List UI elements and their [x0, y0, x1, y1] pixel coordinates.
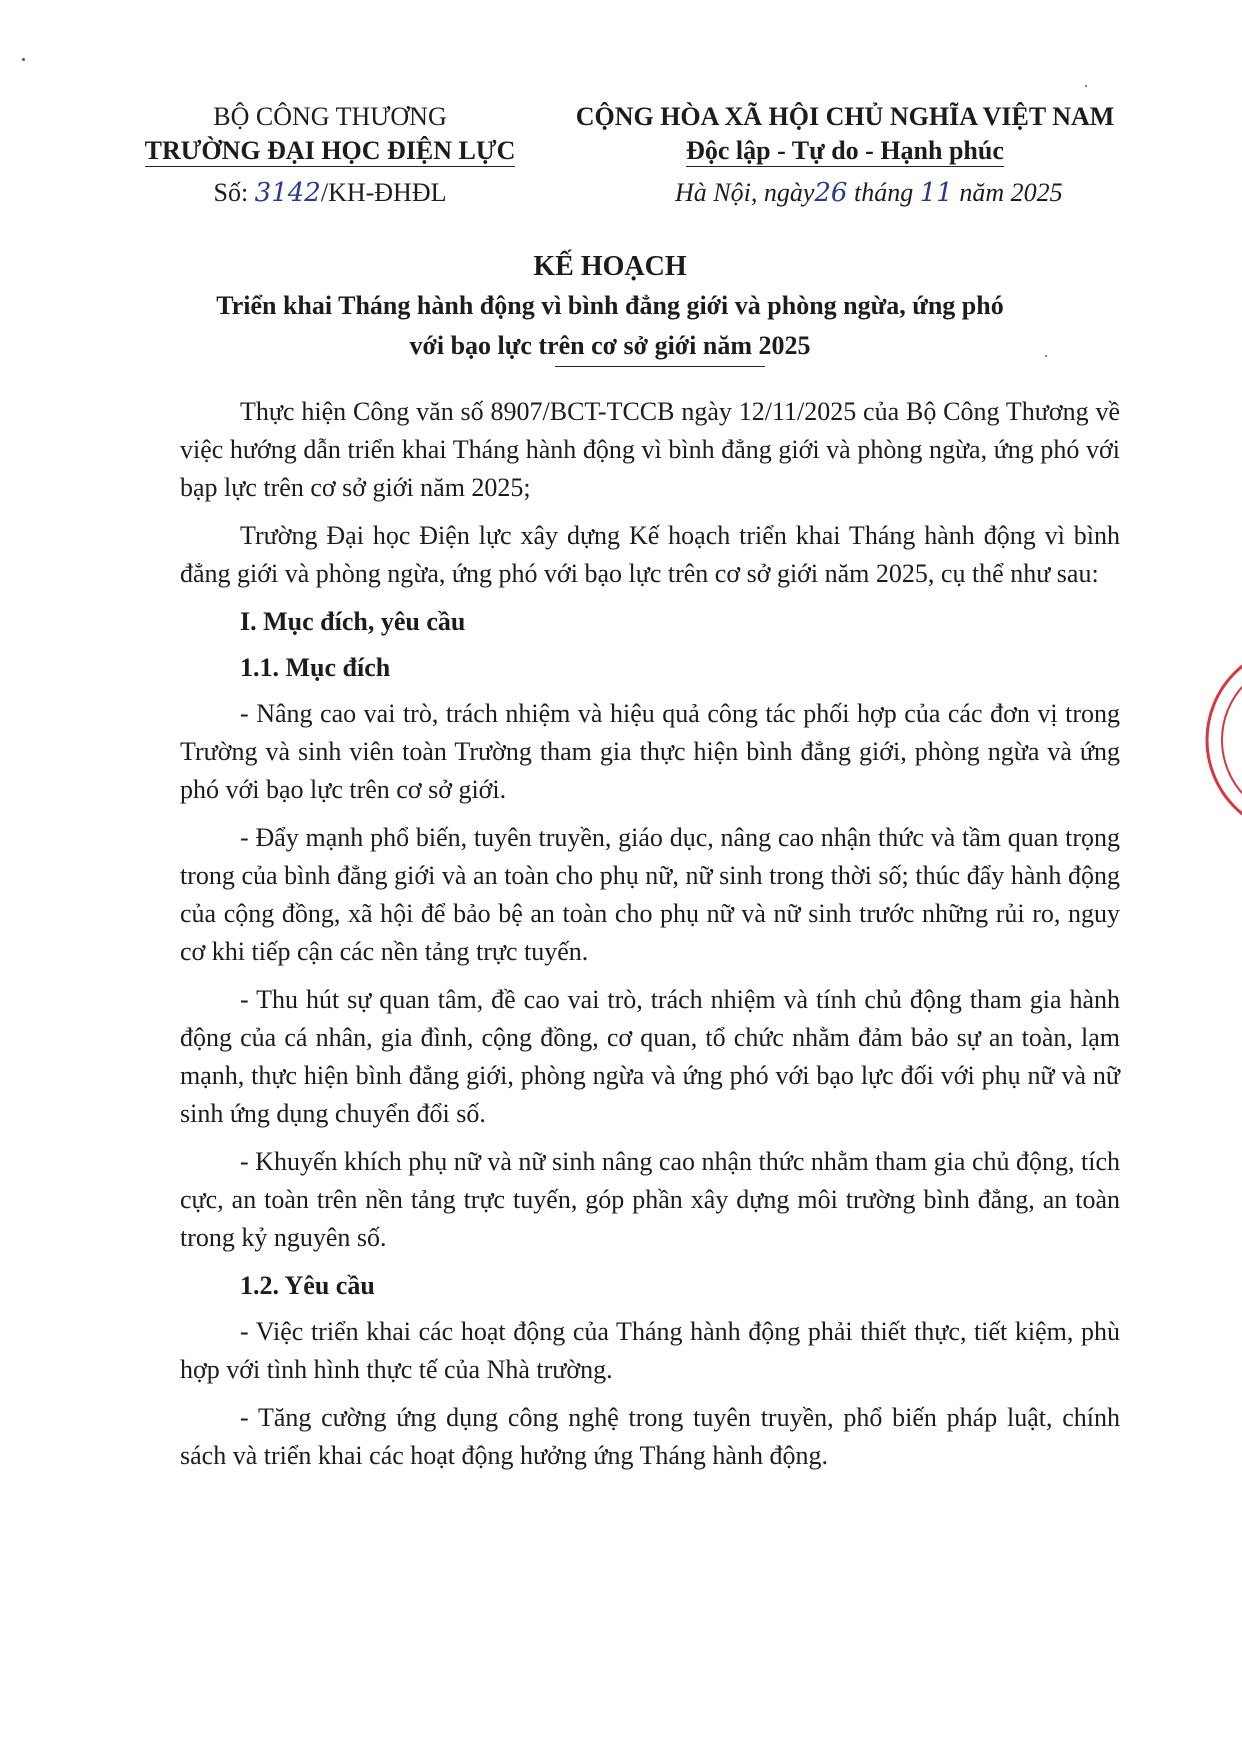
document-number [120, 178, 540, 208]
country-name: CỘNG HÒA XÃ HỘI CHỦ NGHĨA VIỆT NAM [575, 102, 1115, 131]
scan-speck [1085, 85, 1087, 87]
ministry-name: BỘ CÔNG THƯƠNG [213, 102, 447, 131]
date-year: năm 2025 [959, 178, 1063, 207]
document-title [140, 250, 1080, 367]
paragraph-purpose-3: - Thu hút sự quan tâm, đề cao vai trò, trách nhiệm và tính chủ động tham gia hành động của cá nhân, gia đình, cộng đồng, cơ quan, tổ chức nhằm đảm bảo sự an toàn, lạm mạnh, thực hiện bình đẳng giới, phòng ngừa và ứng phó với bạo lực đối với phụ nữ và nữ sinh ứng dụng chuyển đổi số. [180, 985, 1120, 1128]
national-motto-text: Độc lập - Tự do - Hạnh phúc [686, 136, 1004, 165]
issue-date [555, 178, 1135, 208]
section-heading-1-1: 1.1. Mục đích [240, 653, 391, 682]
official-stamp-fragment [1182, 640, 1242, 840]
document-subtitle-line1: Triển khai Tháng hành động vì bình đẳng giới và phòng ngừa, ứng phó [216, 291, 1004, 320]
document-type: KẾ HOẠCH [533, 251, 687, 282]
number-prefix: Số: [213, 178, 255, 207]
section-heading-1: I. Mục đích, yêu cầu [240, 607, 466, 636]
date-day: 26 [814, 178, 848, 208]
issuer-header [120, 100, 540, 208]
scan-speck [1045, 355, 1047, 357]
school-name-text: TRƯỜNG ĐẠI HỌC ĐIỆN LỰC [144, 136, 516, 165]
paragraph-purpose-1: - Nâng cao vai trò, trách nhiệm và hiệu quả công tác phối hợp của các đơn vị trong Trường và sinh viên toàn Trường tham gia thực hiện bình đẳng giới, phòng ngừa và ứng phó với bạo lực trên cơ sở giới. [180, 699, 1120, 804]
paragraph-purpose-4: - Khuyến khích phụ nữ và nữ sinh nâng cao nhận thức nhằm tham gia chủ động, tích cực, an toàn trên nền tảng trực tuyến, góp phần xây dựng môi trường bình đẳng, an toàn trong kỷ nguyên số. [180, 1147, 1120, 1252]
number-suffix: /KH-ĐHĐL [320, 178, 447, 207]
paragraph-requirement-2: - Tăng cường ứng dụng công nghệ trong tuyên truyền, phổ biến pháp luật, chính sách và triển khai các hoạt động hưởng ứng Tháng hành động. [180, 1403, 1120, 1470]
date-place: Hà Nội, ngày [675, 178, 815, 207]
stamp-outer-ring [1207, 645, 1242, 835]
date-month-label: tháng [853, 178, 914, 207]
scan-speck [22, 58, 25, 61]
number-handwritten: 3142 [254, 178, 321, 208]
paragraph-purpose-2: - Đẩy mạnh phổ biến, tuyên truyền, giáo dục, nâng cao nhận thức và tầm quan trọng trong của bình đẳng giới và an toàn cho phụ nữ, nữ sinh trong thời số; thúc đẩy hành động của cộng đồng, xã hội để bảo bệ an toàn cho phụ nữ và nữ sinh trước những rủi ro, nguy cơ khi tiếp cận các nền tảng trực tuyến. [180, 823, 1120, 966]
section-heading-1-2: 1.2. Yêu cầu [240, 1271, 375, 1300]
document-body [180, 393, 1120, 1485]
paragraph-requirement-1: - Việc triển khai các hoạt động của Tháng hành động phải thiết thực, tiết kiệm, phù hợp với tình hình thực tế của Nhà trường. [180, 1317, 1120, 1384]
title-divider [555, 366, 765, 367]
paragraph-basis: Thực hiện Công văn số 8907/BCT-TCCB ngày 12/11/2025 của Bộ Công Thương về việc hướng dẫn triển khai Tháng hành động vì bình đẳng giới và phòng ngừa, ứng phó với bạp lực trên cơ sở giới năm 2025; [180, 397, 1120, 502]
document-subtitle-line2: với bạo lực trên cơ sở giới năm 2025 [409, 331, 811, 360]
date-month: 11 [919, 178, 953, 208]
national-motto [555, 134, 1135, 168]
paragraph-intro: Trường Đại học Điện lực xây dựng Kế hoạch triển khai Tháng hành động vì bình đẳng giới và phòng ngừa, ứng phó với bạo lực trên cơ sở giới năm 2025, cụ thể như sau: [180, 521, 1120, 588]
national-header [555, 100, 1135, 208]
school-name [120, 134, 540, 168]
